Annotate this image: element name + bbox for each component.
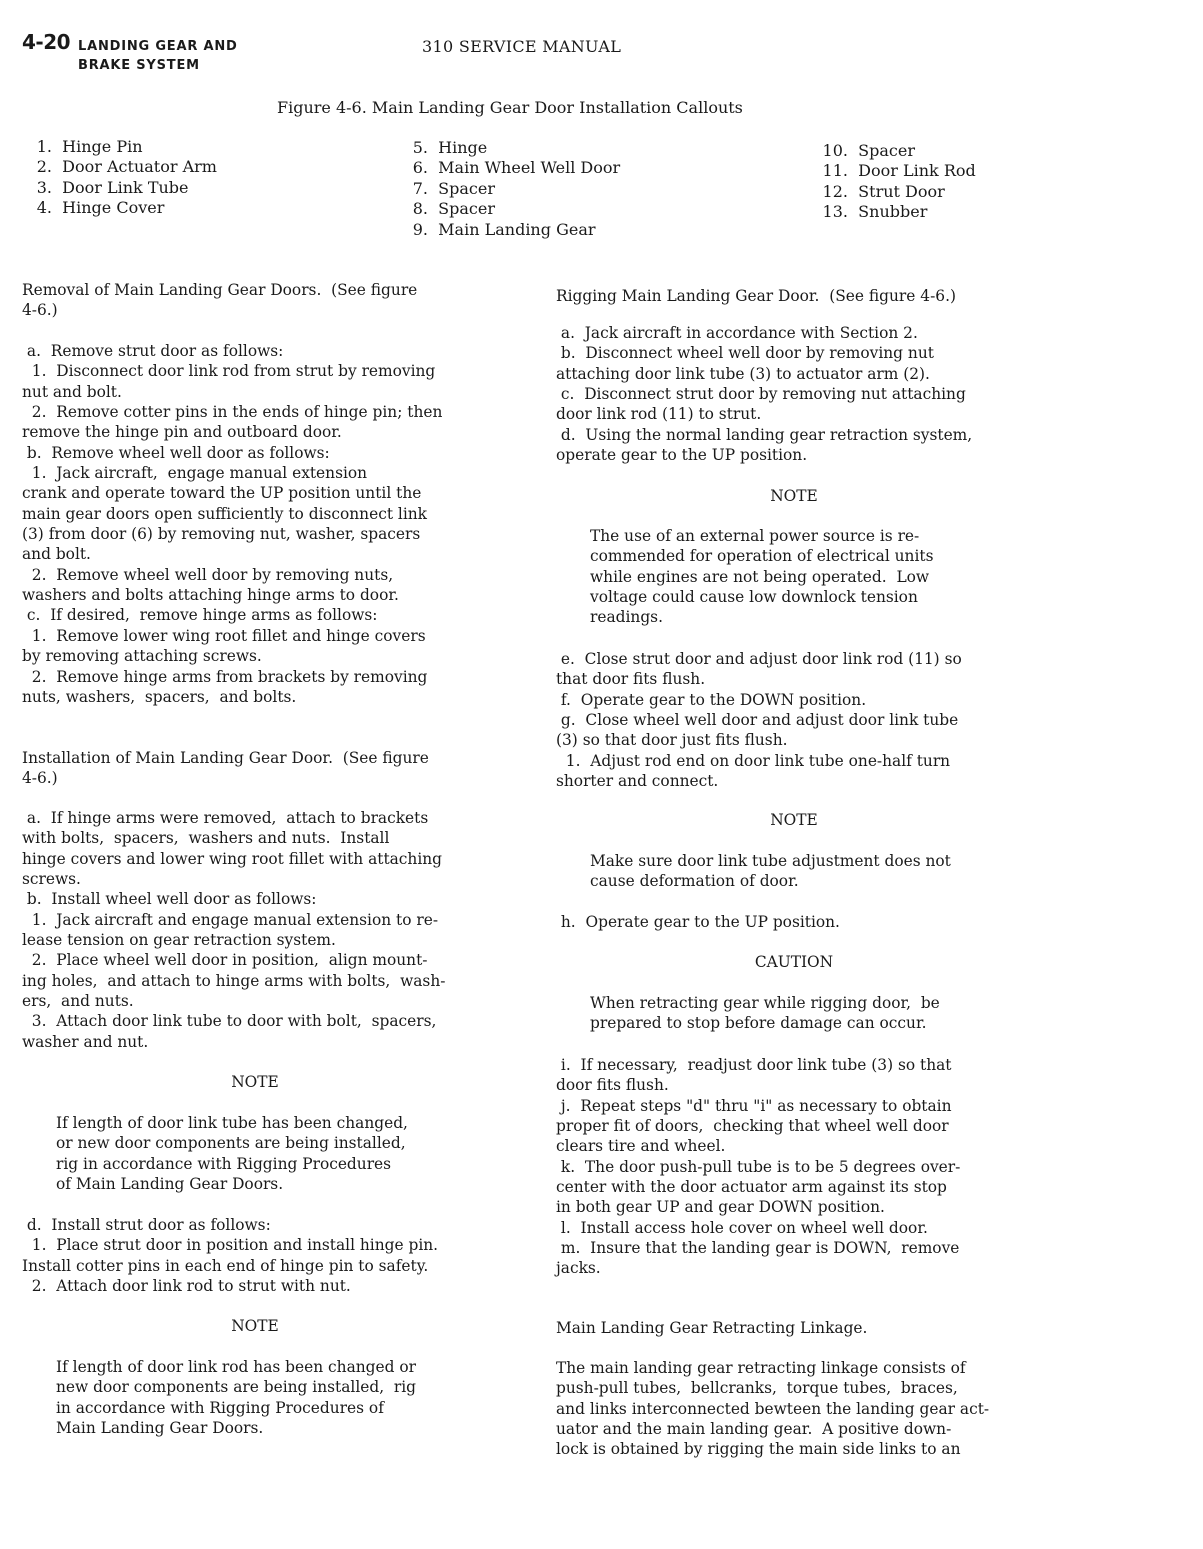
removal-heading-line1: Removal of Main Landing Gear Doors. (See figure <box>22 281 418 299</box>
note-line: If length of door link tube has been changed, <box>56 1114 408 1132</box>
rigging-steps-i <box>556 1055 960 1279</box>
step-line: a. Jack aircraft in accordance with Section 2. <box>556 324 918 342</box>
step-line: center with the door actuator arm against its stop <box>556 1178 947 1197</box>
step-line: d. Using the normal landing gear retraction system, <box>556 425 973 444</box>
step-line: attaching door link tube (3) to actuator arm (2). <box>556 364 930 383</box>
callout-item <box>30 178 217 198</box>
step-line: washer and nut. <box>22 1032 149 1051</box>
step-line: 3. Attach door link tube to door with bolt, spacers, <box>22 1012 437 1031</box>
callout-item <box>816 182 976 202</box>
step-line: clears tire and wheel. <box>556 1137 726 1156</box>
callout-number: 10. <box>822 141 848 160</box>
paragraph-line: lock is obtained by rigging the main side links to an <box>556 1440 961 1459</box>
step-line: and bolt. <box>22 545 91 564</box>
step-line: 2. Attach door link rod to strut with nut. <box>22 1277 351 1296</box>
callout-number: 12. <box>822 181 848 201</box>
callout-number: 6. <box>412 158 428 178</box>
step-line: shorter and connect. <box>556 772 719 791</box>
note-line: The use of an external power source is re- <box>590 527 920 545</box>
manual-title: 310 SERVICE MANUAL <box>422 37 622 56</box>
step-line: i. If necessary, readjust door link tube (3) so that <box>556 1056 952 1074</box>
step-line: with bolts, spacers, washers and nuts. Install <box>22 829 390 848</box>
note-line: cause deformation of door. <box>590 872 799 891</box>
callout-label: Snubber <box>858 202 928 222</box>
step-line: nut and bolt. <box>22 382 122 401</box>
callout-item <box>406 179 620 199</box>
callout-item <box>406 220 620 240</box>
step-line: door fits flush. <box>556 1076 669 1095</box>
step-line: by removing attaching screws. <box>22 647 262 666</box>
step-line: jacks. <box>556 1259 601 1278</box>
section-number: 4-20 <box>22 30 71 54</box>
note-line: in accordance with Rigging Procedures of <box>56 1398 384 1417</box>
note-body <box>590 526 933 628</box>
step-line: k. The door push-pull tube is to be 5 degrees over- <box>556 1157 961 1176</box>
note-body <box>590 851 951 892</box>
step-line: 2. Remove hinge arms from brackets by removing <box>22 667 428 686</box>
callout-label: Spacer <box>438 199 495 219</box>
note-line: Main Landing Gear Doors. <box>56 1419 264 1438</box>
step-line: e. Close strut door and adjust door link rod (11) so <box>556 650 962 668</box>
note-line: new door components are being installed, rig <box>56 1378 417 1397</box>
removal-heading <box>22 280 417 321</box>
step-line: b. Disconnect wheel well door by removing nut <box>556 344 934 363</box>
step-line: 1. Jack aircraft and engage manual extension to re- <box>22 910 439 929</box>
step-line: b. Remove wheel well door as follows: <box>22 443 330 462</box>
rigging-steps-a <box>556 323 972 465</box>
note-heading: NOTE <box>231 1073 279 1091</box>
installation-heading <box>22 748 429 789</box>
step-line: operate gear to the UP position. <box>556 446 808 465</box>
step-line: washers and bolts attaching hinge arms to door. <box>22 586 399 605</box>
note-line: readings. <box>590 608 663 627</box>
step-line: remove the hinge pin and outboard door. <box>22 423 342 442</box>
step-line: h. Operate gear to the UP position. <box>556 913 840 931</box>
step-line: l. Install access hole cover on wheel well door. <box>556 1218 928 1237</box>
step-line: lease tension on gear retraction system. <box>22 931 336 950</box>
step-line: nuts, washers, spacers, and bolts. <box>22 687 297 706</box>
callout-number: 9. <box>412 219 428 239</box>
section-title-line2: BRAKE SYSTEM <box>78 58 200 73</box>
callout-label: Spacer <box>858 141 915 160</box>
callout-number: 7. <box>412 178 428 198</box>
step-line: ing holes, and attach to hinge arms with bolts, wash- <box>22 971 446 990</box>
callout-number: 8. <box>412 199 428 219</box>
paragraph-line: The main landing gear retracting linkage consists of <box>556 1359 966 1377</box>
step-line: (3) from door (6) by removing nut, washer, spacers <box>22 525 421 544</box>
callout-number: 2. <box>36 157 52 177</box>
callout-label: Main Wheel Well Door <box>438 158 621 178</box>
caution-line: When retracting gear while rigging door, be <box>590 994 940 1012</box>
section-title-line1: LANDING GEAR AND <box>78 39 238 54</box>
step-line: 1. Disconnect door link rod from strut by removing <box>22 362 436 381</box>
callout-label: Strut Door <box>858 181 945 201</box>
step-line: 2. Place wheel well door in position, align mount- <box>22 951 428 970</box>
step-line: door link rod (11) to strut. <box>556 405 762 424</box>
callout-item <box>406 138 620 158</box>
installation-heading-line2: 4-6.) <box>22 769 58 788</box>
step-line: j. Repeat steps "d" thru "i" as necessary to obtain <box>556 1096 952 1115</box>
callout-number: 4. <box>36 198 52 218</box>
caution-heading: CAUTION <box>754 953 834 971</box>
callout-item <box>30 137 217 157</box>
step-line: proper fit of doors, checking that wheel well door <box>556 1117 949 1136</box>
paragraph-line: uator and the main landing gear. A positive down- <box>556 1420 952 1439</box>
callout-item <box>30 198 217 218</box>
callout-column-3 <box>816 141 976 223</box>
section-title <box>78 37 238 75</box>
step-line: 1. Remove lower wing root fillet and hinge covers <box>22 626 426 645</box>
note-line: If length of door link rod has been changed or <box>56 1358 416 1376</box>
installation-steps-a <box>22 808 445 1052</box>
note-line: while engines are not being operated. Low <box>590 567 930 586</box>
step-line: crank and operate toward the UP position until the <box>22 484 422 503</box>
caution-body <box>590 993 940 1034</box>
callout-item <box>30 157 217 177</box>
paragraph-line: and links interconnected bewteen the landing gear act- <box>556 1399 990 1418</box>
step-line: m. Insure that the landing gear is DOWN, remove <box>556 1239 960 1258</box>
step-line: d. Install strut door as follows: <box>22 1216 271 1234</box>
callout-number: 1. <box>36 137 52 156</box>
step-line: main gear doors open sufficiently to disconnect link <box>22 504 427 523</box>
callout-item <box>816 161 976 181</box>
step-line: c. If desired, remove hinge arms as follows: <box>22 606 378 625</box>
step-line: 1. Place strut door in position and install hinge pin. <box>22 1236 439 1255</box>
step-line: 1. Jack aircraft, engage manual extension <box>22 464 368 483</box>
step-line: screws. <box>22 870 81 889</box>
step-line: that door fits flush. <box>556 670 706 689</box>
removal-steps <box>22 341 442 707</box>
callout-label: Spacer <box>438 178 495 198</box>
note-line: Make sure door link tube adjustment does not <box>590 852 951 870</box>
note-line: or new door components are being installed, <box>56 1134 406 1153</box>
callout-item <box>406 199 620 219</box>
step-line: Install cotter pins in each end of hinge pin to safety. <box>22 1256 429 1275</box>
callout-number: 5. <box>412 138 428 157</box>
step-line: c. Disconnect strut door by removing nut attaching <box>556 385 966 404</box>
installation-steps-d <box>22 1215 438 1296</box>
step-line: in both gear UP and gear DOWN position. <box>556 1198 885 1217</box>
callout-label: Hinge <box>438 138 488 157</box>
callout-number: 13. <box>822 202 848 222</box>
callout-item <box>816 202 976 222</box>
step-line: hinge covers and lower wing root fillet with attaching <box>22 849 443 868</box>
step-line: a. If hinge arms were removed, attach to brackets <box>22 809 429 827</box>
rigging-heading: Rigging Main Landing Gear Door. (See figure 4-6.) <box>556 287 956 305</box>
callout-number: 11. <box>822 161 848 181</box>
callout-number: 3. <box>36 177 52 197</box>
callout-item <box>406 158 620 178</box>
note-heading: NOTE <box>770 811 818 829</box>
figure-title: Figure 4-6. Main Landing Gear Door Installation Callouts <box>277 98 743 117</box>
step-line: 2. Remove wheel well door by removing nuts, <box>22 565 394 584</box>
callout-label: Door Link Rod <box>858 161 976 181</box>
callout-label: Hinge Pin <box>62 137 143 156</box>
rigging-steps-e <box>556 649 962 791</box>
installation-heading-line1: Installation of Main Landing Gear Door. (See figure <box>22 749 429 767</box>
step-line: a. Remove strut door as follows: <box>22 342 284 360</box>
linkage-heading: Main Landing Gear Retracting Linkage. <box>556 1319 868 1337</box>
step-line: ers, and nuts. <box>22 992 134 1011</box>
step-line: f. Operate gear to the DOWN position. <box>556 690 867 709</box>
callout-label: Main Landing Gear <box>438 219 596 239</box>
note-body <box>56 1113 408 1194</box>
caution-line: prepared to stop before damage can occur. <box>590 1014 927 1033</box>
note-line: rig in accordance with Rigging Procedures <box>56 1154 392 1173</box>
removal-heading-line2: 4-6.) <box>22 301 58 320</box>
step-line: 1. Adjust rod end on door link tube one-half turn <box>556 751 951 770</box>
step-line: g. Close wheel well door and adjust door link tube <box>556 711 959 730</box>
step-line: (3) so that door just fits flush. <box>556 731 788 750</box>
note-line: commended for operation of electrical units <box>590 547 934 566</box>
note-line: of Main Landing Gear Doors. <box>56 1175 284 1194</box>
note-heading: NOTE <box>231 1317 279 1335</box>
step-line: 2. Remove cotter pins in the ends of hinge pin; then <box>22 403 443 422</box>
callout-label: Hinge Cover <box>62 198 165 218</box>
callout-item <box>816 141 976 161</box>
callout-label: Door Actuator Arm <box>62 157 217 177</box>
note-line: voltage could cause low downlock tension <box>590 588 918 607</box>
step-line: b. Install wheel well door as follows: <box>22 890 317 909</box>
callout-label: Door Link Tube <box>62 177 189 197</box>
note-body <box>56 1357 416 1438</box>
callout-column-2 <box>406 138 620 240</box>
note-heading: NOTE <box>770 487 818 505</box>
callout-column-1 <box>30 137 217 219</box>
linkage-paragraph <box>556 1358 989 1460</box>
paragraph-line: push-pull tubes, bellcranks, torque tubes, braces, <box>556 1379 958 1398</box>
